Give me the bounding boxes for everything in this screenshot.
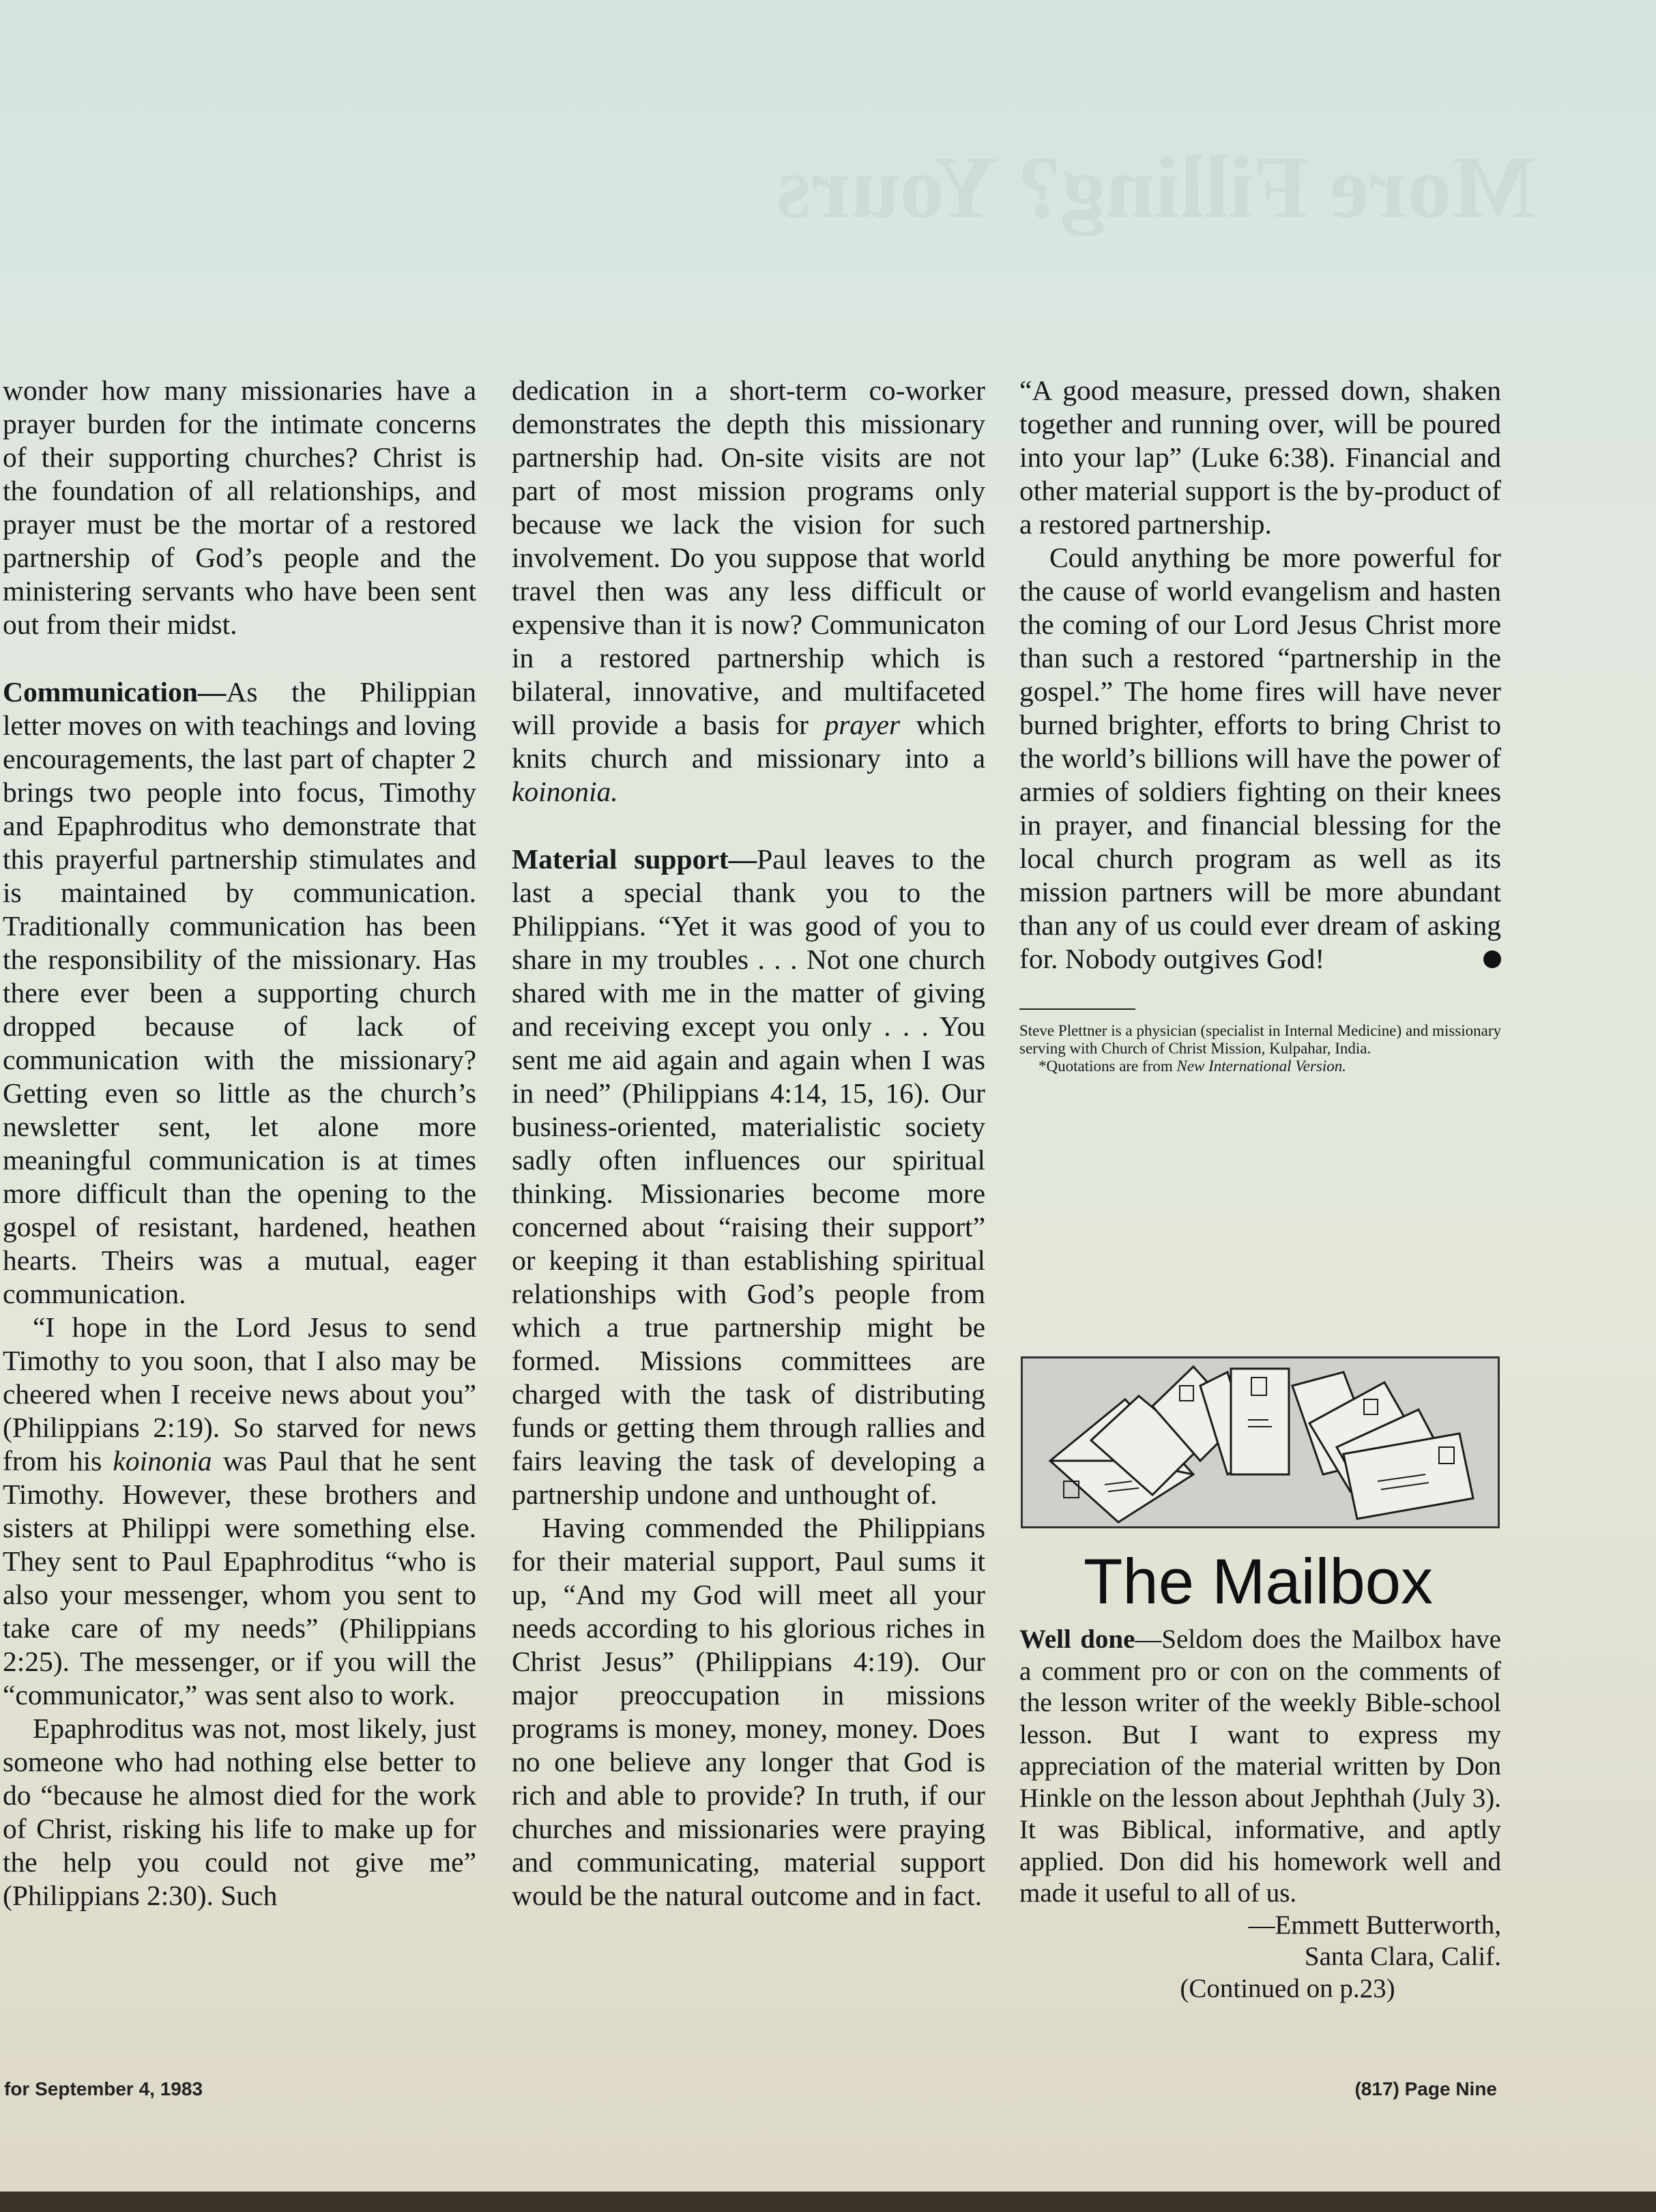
column-3	[1019, 374, 1501, 1075]
envelopes-illustration	[1021, 1356, 1500, 1528]
footer-page-number: (817) Page Nine	[1354, 2078, 1497, 2099]
column-1	[3, 374, 476, 1912]
paragraph-text: was Paul that he sent Timothy. However, these brothers and sisters at Philippi were something else. They sent to Paul Epaphroditus “who is also your messenger, whom you sent to take care of my needs” (Philippians 2:25). The messenger, or if you will the “communicator,” was sent also to work.	[3, 1445, 476, 1711]
paragraph: Epaphroditus was not, most likely, just someone who had nothing else better to do “because he almost died for the work of Christ, risking his life to make up for the help you could not give me” (Philippians 2:30). Such	[3, 1713, 476, 1911]
paragraph	[3, 675, 476, 1311]
signature-place: Santa Clara, Calif.	[1304, 1942, 1501, 1971]
continued-note: (Continued on p.23)	[1180, 1973, 1395, 2003]
paragraph-text: As the Philippian letter moves on with teachings and loving encouragements, the last part of chapter 2 brings two people into focus, Timothy and Epaphroditus who demonstrate that this prayerful partnership stimulates and is maintained by communication. Traditionally communication has been the responsibility of the missionary. Has there ever been a supporting church dropped because of lack of communication with the missionary? Getting even so little as the church’s newsletter sent, let alone more meaningful communication is at times more difficult than the opening to the gospel of resistant, hardened, heathen hearts. Theirs was a mutual, eager communication.	[3, 676, 476, 1309]
letter-text	[1019, 1624, 1501, 1910]
paragraph: wonder how many missionaries have a prayer burden for the intimate concerns of their supporting churches? Christ is the foundation of all relationships, and prayer must be the mortar of a restored partnership of God’s people and the ministering servants who have been sent out from their midst.	[3, 375, 476, 640]
section-heading: Material support—	[512, 843, 757, 875]
emphasis: prayer	[824, 709, 901, 740]
paragraph	[512, 374, 985, 809]
note-text: *Quotations are from	[1038, 1058, 1177, 1075]
author-bio: Steve Plettner is a physician (specialist in Internal Medicine) and missionary serving with Church of Christ Mission, Kulpahar, India.	[1019, 1022, 1501, 1057]
letter-heading: Well done	[1019, 1625, 1135, 1654]
paragraph-text: “I hope in the Lord Jesus to send Timothy to you soon, that I also may be cheered when I receive news about you” (Philippians 2:19). So starved for news from his	[3, 1311, 476, 1476]
paragraph	[3, 1311, 476, 1712]
letter-body: —Seldom does the Mailbox have a comment pro or con on the comments of the lesson writer of the weekly Bible-school lesson. But I want to express my appreciation of the material written by Don Hinkle on the lesson about Jephthah (July 3). It was Biblical, informative, and aptly applied. Don did his homework well and made it useful to all of us.	[1019, 1625, 1501, 1908]
paragraph: Having commended the Philippians for their material support, Paul sums it up, “And my God will meet all your needs according to his glorious riches in Christ Jesus” (Philippians 4:19). Our major preoccupation in missions programs is money, money, money. Does no one believe any longer that God is rich and able to provide? In truth, if our churches and missionaries were praying and communicating, material support would be the natural outcome and in fact.	[512, 1512, 985, 1911]
footer-date: for September 4, 1983	[4, 2078, 203, 2099]
paragraph-text: Paul leaves to the last a special thank you to the Philippians. “Yet it was good of you to share in my troubles . . . Not one church shared with me in the matter of giving and receiving except you only . . . You sent me aid again and again when I was in need” (Philippians 4:14, 15, 16). Our business-oriented, materialistic society sadly often influences our spiritual thinking. Missionaries become more concerned about “raising their support” or keeping it than establishing spiritual relationships with God’s people from which a true partnership might be formed. Missions committees are charged with the task of distributing funds or getting them through rallies and fairs leaving the task of developing a partnership undone and unthought of.	[512, 843, 985, 1510]
paragraph	[512, 843, 985, 1511]
bleed-through-title: More Filling? Yours	[776, 139, 1535, 237]
paragraph-text: dedication in a short-term co-worker demonstrates the depth this missionary partnership had. On-site visits are not part of most mission programs only because we lack the vision for such involvement. Do you suppose that world travel then was any less difficult or expensive than it is now? Communicaton in a restored partnership which is bilateral, innovative, and multifaceted will provide a basis for	[512, 375, 985, 740]
mailbox-letter	[1019, 1624, 1501, 2005]
emphasis: koinonia.	[512, 776, 618, 807]
section-heading: Communication—	[3, 676, 227, 708]
paragraph: “A good measure, pressed down, shaken together and running over, will be poured into your lap” (Luke 6:38). Financial and other material support is the by-product of a restored partnership.	[1019, 375, 1501, 540]
quotation-note	[1019, 1058, 1501, 1075]
paragraph-text: Could anything be more powerful for the cause of world evangelism and hasten the coming of our Lord Jesus Christ more than such a restored “partnership in the gospel.” The home fires will have never burned brighter, efforts to bring Christ to the world’s billions will have the power of armies of soldiers fighting on their knees in prayer, and financial blessing for the local church program as well as its mission partners will be more abundant than any of us could ever dream of asking for. Nobody outgives God!	[1019, 542, 1501, 974]
emphasis: New International Version.	[1176, 1058, 1347, 1075]
paragraph-text: which knits church and missionary into a	[512, 709, 986, 774]
mailbox-title: The Mailbox	[1084, 1545, 1433, 1617]
column-2	[512, 374, 985, 1912]
paragraph	[1019, 541, 1501, 976]
end-mark-bullet	[1483, 950, 1501, 968]
divider	[1019, 1008, 1135, 1010]
envelopes-icon	[1023, 1358, 1498, 1526]
scan-edge	[0, 2192, 1656, 2212]
author-note	[1019, 1022, 1501, 1075]
signature-name: —Emmett Butterworth,	[1248, 1910, 1501, 1940]
emphasis: koinonia	[113, 1445, 212, 1476]
